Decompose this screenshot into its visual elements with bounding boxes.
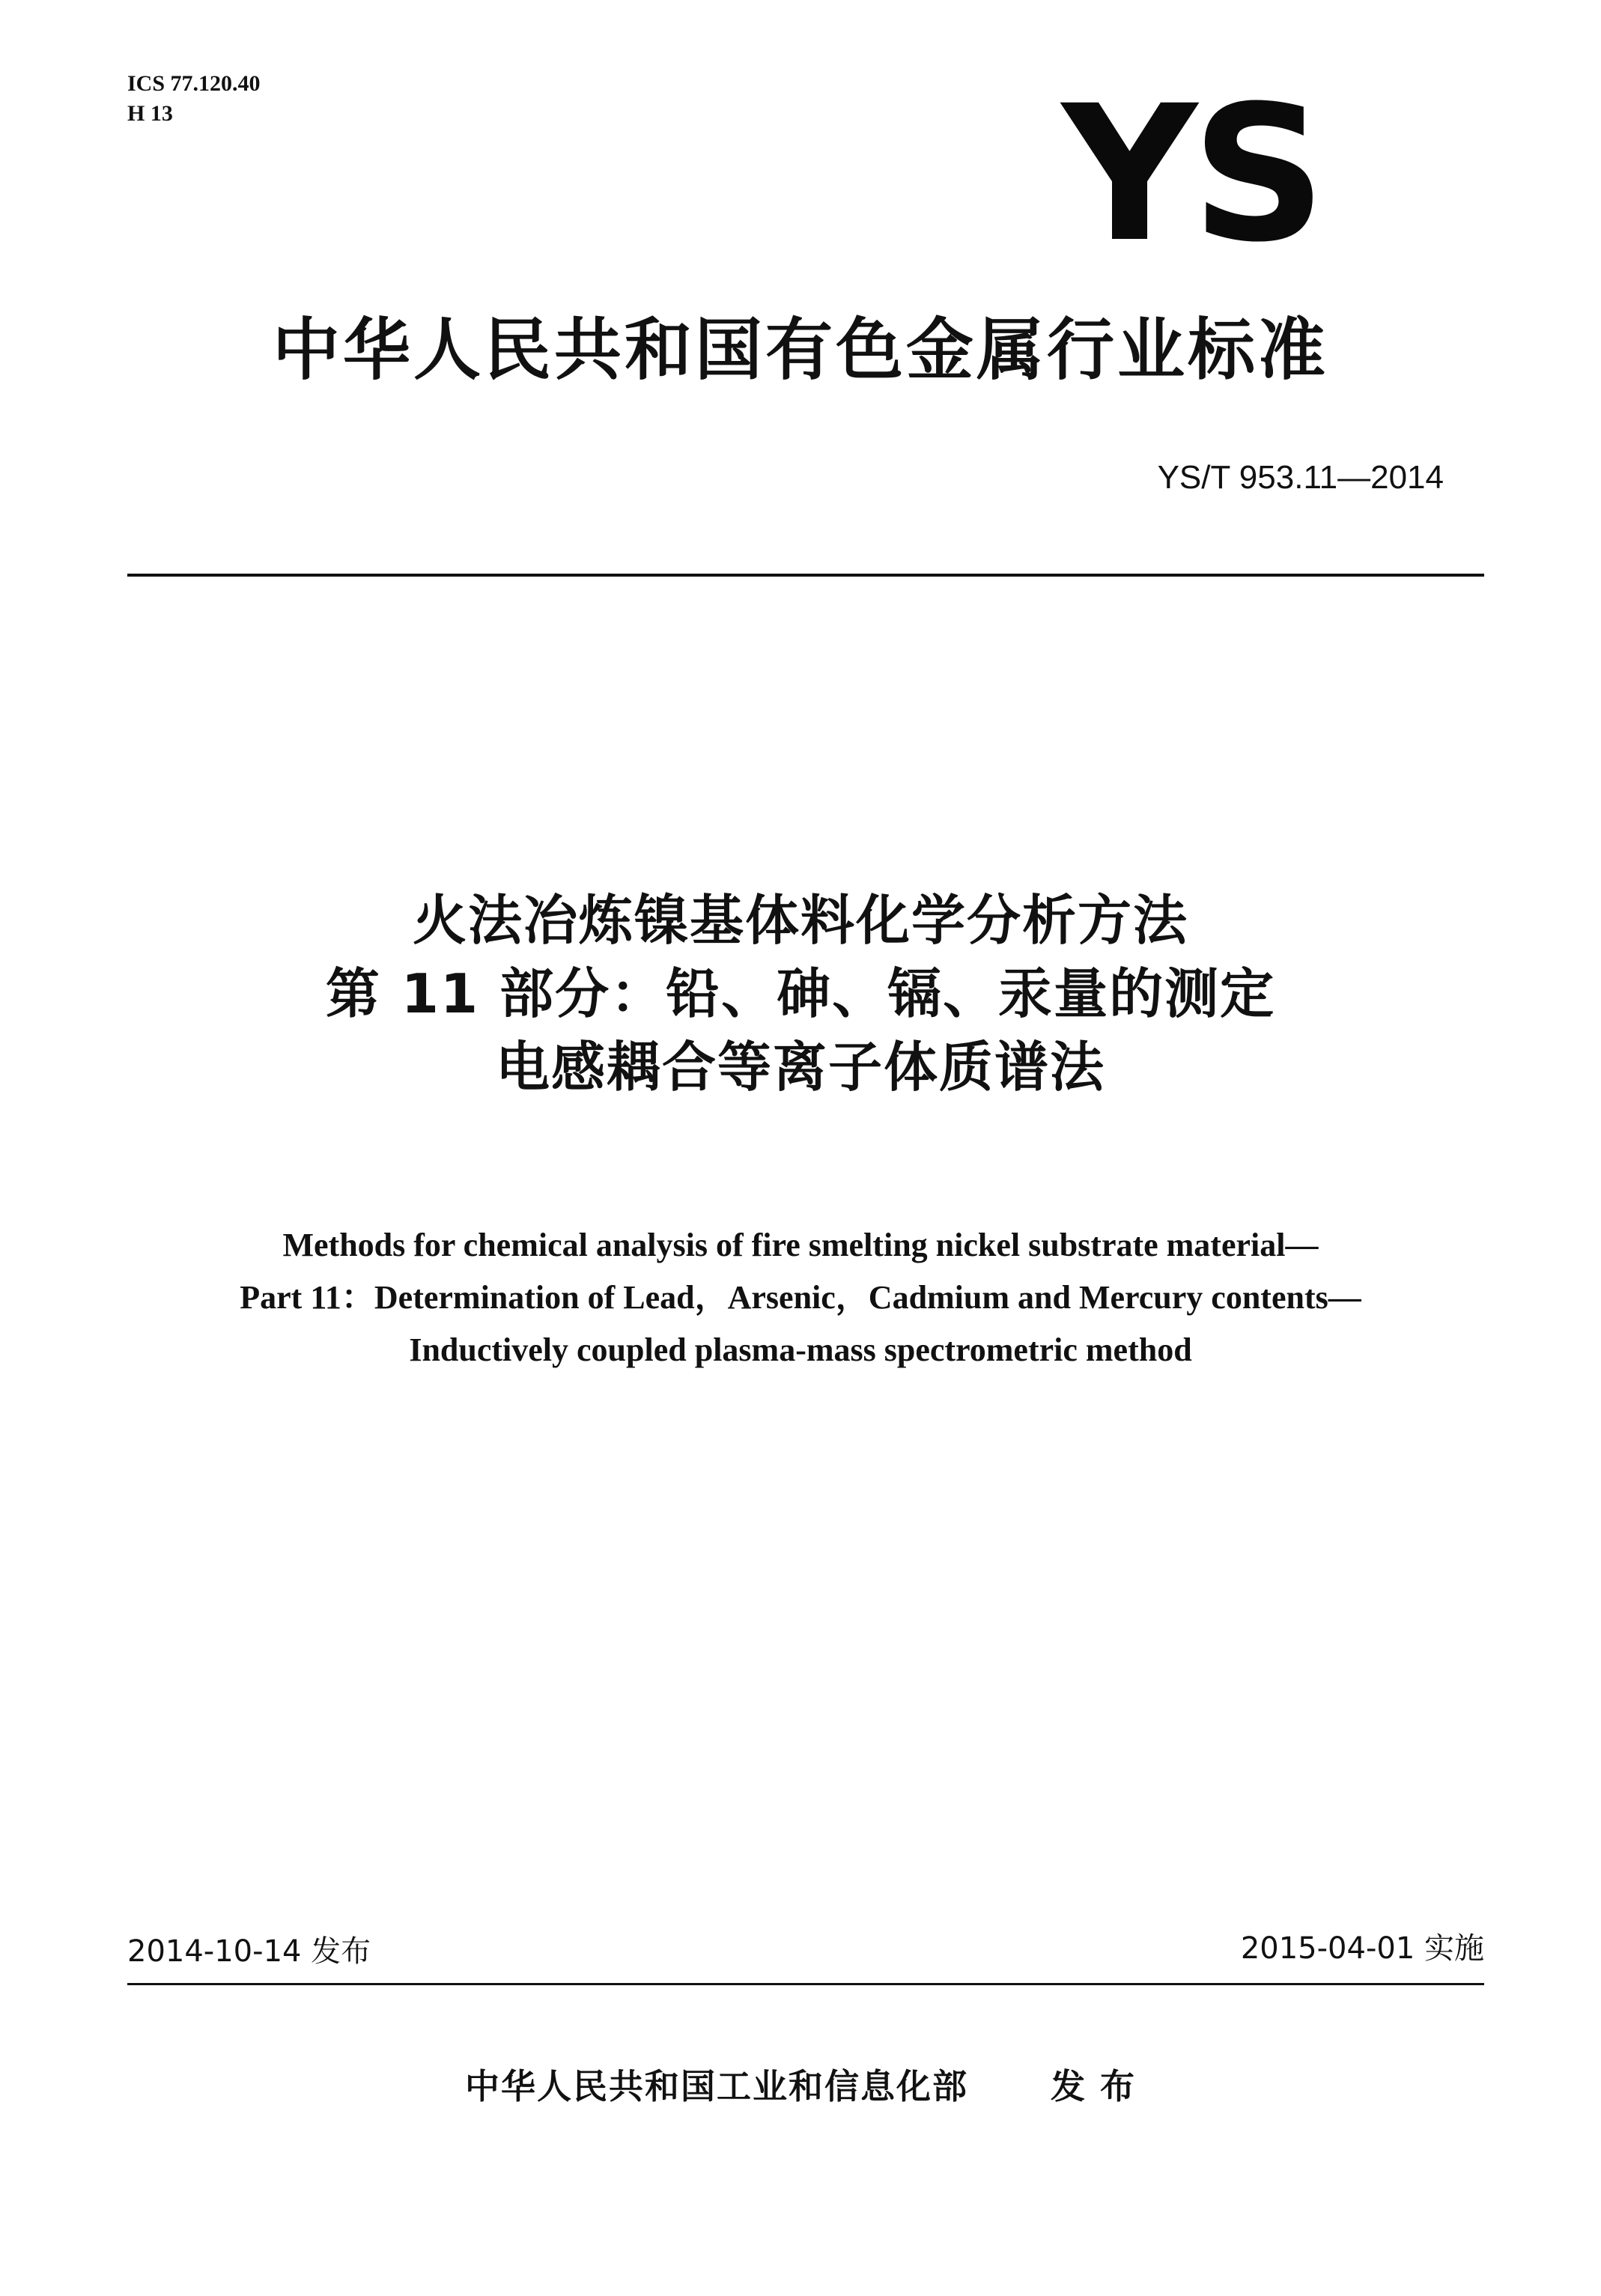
en-title-line-1: Methods for chemical analysis of fire smelting nickel substrate material—: [282, 1227, 1319, 1263]
ys-logo: YS: [1062, 65, 1321, 283]
publisher-line: [0, 2062, 1601, 2110]
header-divider: [127, 574, 1484, 577]
classification-codes: [127, 69, 261, 129]
ics-code: ICS 77.120.40: [127, 71, 261, 96]
publisher-name: 中华人民共和国工业和信息化部: [464, 2066, 968, 2107]
cn-title-line-1: 火法冶炼镍基体料化学分析方法: [412, 889, 1188, 952]
issue-date: 2014-10-14 发布: [127, 1934, 371, 1969]
en-title-line-2: Part 11：Determination of Lead，Arsenic，Cadmium and Mercury contents—: [240, 1279, 1361, 1316]
cn-title-line-3: 电感耦合等离子体质谱法: [495, 1036, 1105, 1099]
implementation-date: 2015-04-01 实施: [1240, 1931, 1484, 1966]
en-title-line-3: Inductively coupled plasma-mass spectrometric method: [409, 1331, 1192, 1368]
chinese-document-title: [0, 884, 1601, 1104]
english-document-title: [0, 1219, 1601, 1376]
cn-title-line-2: 第 11 部分：铅、砷、镉、汞量的测定: [325, 962, 1276, 1025]
footer-divider: [127, 1983, 1484, 1985]
standard-title: 中华人民共和国有色金属行业标准: [273, 311, 1328, 389]
standard-number: YS/T 953.11—2014: [1157, 459, 1444, 496]
publish-label: 发 布: [1050, 2066, 1136, 2107]
classification-code: H 13: [127, 101, 173, 126]
